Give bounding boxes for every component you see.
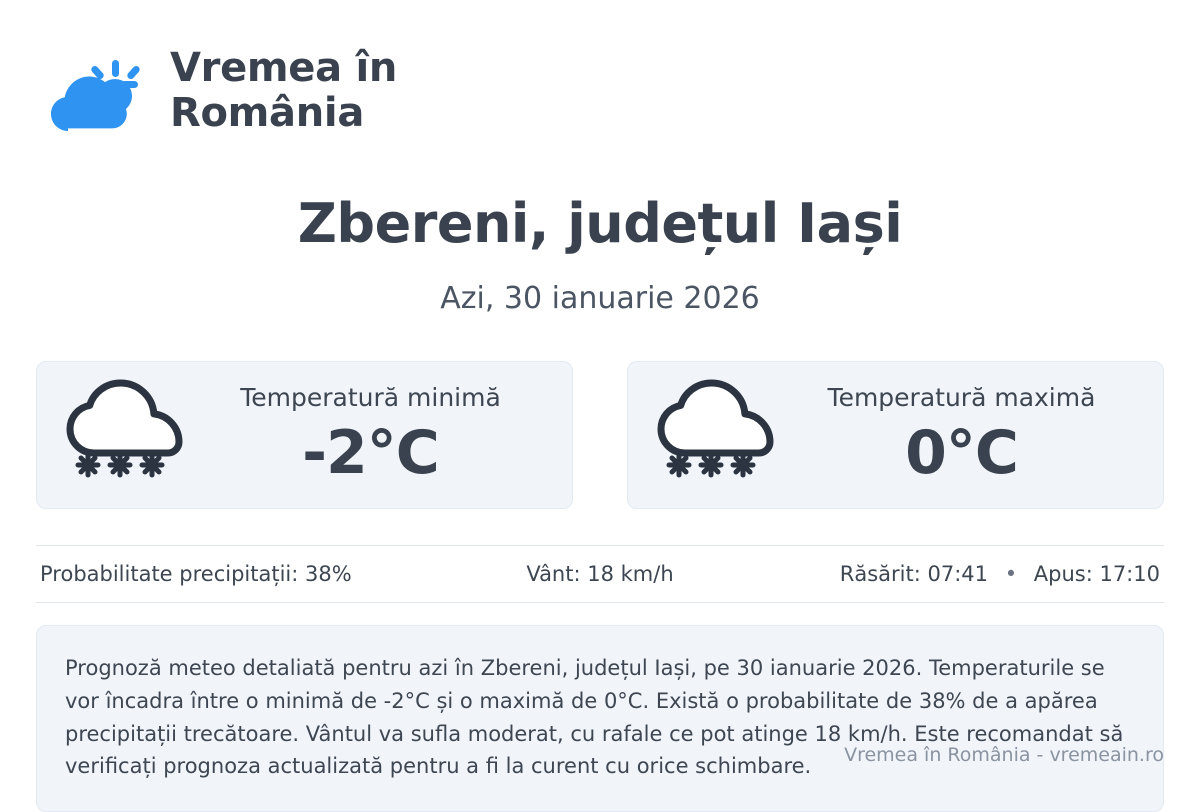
min-temperature-label: Temperatură minimă — [240, 382, 501, 412]
sun-times-stat — [787, 562, 1164, 586]
brand-title-line2: România — [170, 90, 365, 136]
temperature-cards — [36, 361, 1164, 509]
footer-credit: Vremea în România - vremeain.ro — [844, 744, 1164, 766]
min-temperature-card — [36, 361, 573, 509]
max-temperature-body — [786, 383, 1145, 488]
brand-title-line1: Vremea în — [170, 45, 398, 92]
stat-separator: • — [1004, 562, 1018, 586]
max-temperature-value: 0°C — [905, 417, 1018, 488]
brand-header — [36, 36, 1164, 146]
sunrise-value: Răsărit: 07:41 — [839, 562, 988, 586]
max-temperature-card — [627, 361, 1164, 509]
min-temperature-body — [195, 383, 554, 488]
precipitation-stat: Probabilitate precipitații: 38% — [40, 562, 352, 586]
sun-behind-cloud-icon — [38, 43, 148, 139]
sunset-value: Apus: 17:10 — [1033, 562, 1160, 586]
cloud-with-snow-icon — [55, 375, 195, 495]
weather-stats-row — [36, 545, 1164, 603]
page-subtitle-date: Azi, 30 ianuarie 2026 — [440, 281, 760, 316]
brand-title — [170, 46, 397, 136]
max-temperature-label: Temperatură maximă — [827, 382, 1096, 412]
forecast-description: Prognoză meteo detaliată pentru azi în Zbereni, județul Iași, pe 30 ianuarie 2026. Temperaturile se vor încadra între o minimă de -2°C și o maximă de 0°C. Există o probabilitate de 38% de a apărea precipitații trecătoare. Vântul va sufla moderat, cu rafale ce pot atinge 18 km/h. Este recomandat să verificați prognoza actualizată pentru a fi la curent cu orice schimbare. — [36, 625, 1164, 812]
cloud-with-snow-icon — [646, 375, 786, 495]
min-temperature-value: -2°C — [302, 417, 439, 488]
page-title: Zbereni, județul Iași — [297, 192, 903, 255]
wind-stat: Vânt: 18 km/h — [526, 562, 674, 586]
